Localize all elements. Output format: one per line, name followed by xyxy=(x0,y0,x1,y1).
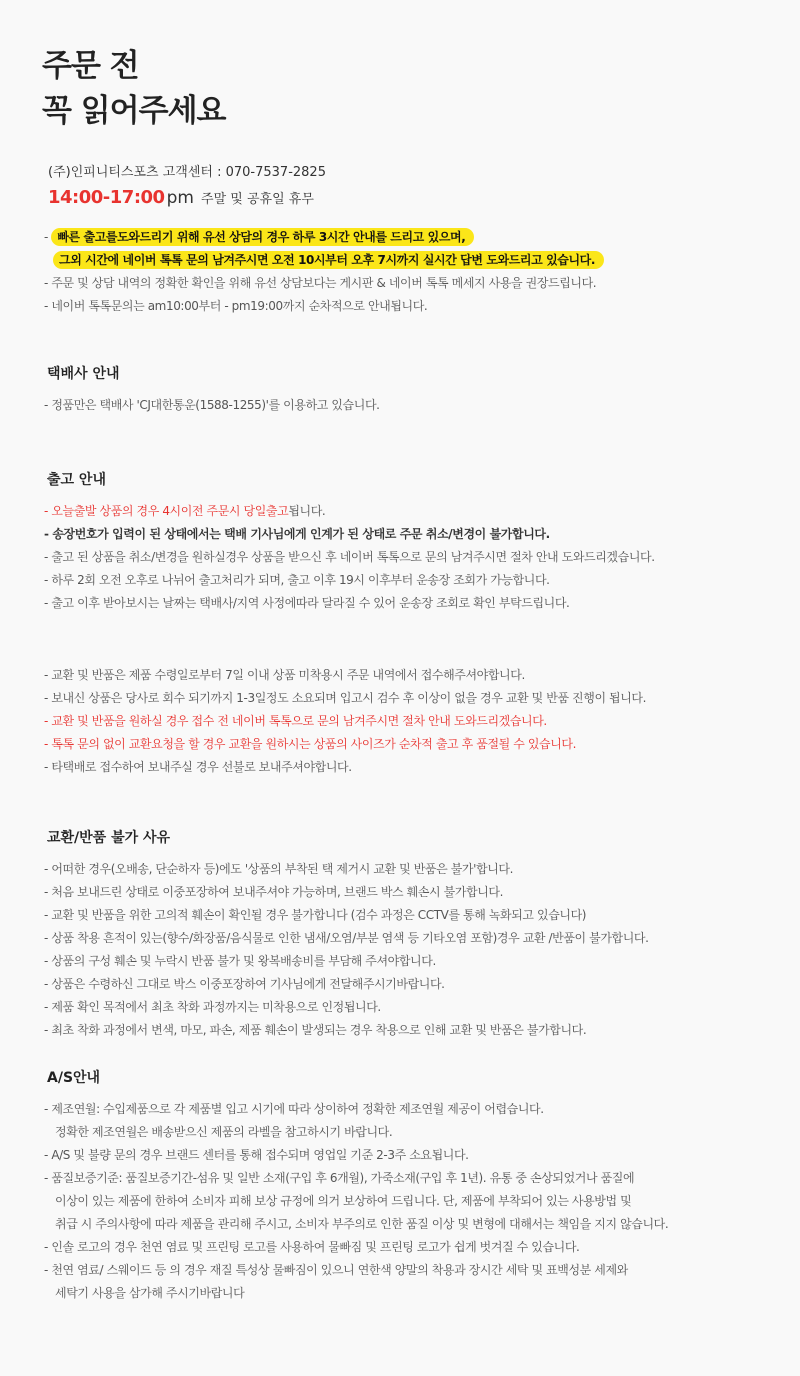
as-title: A/S안내 xyxy=(47,1070,101,1086)
shipping-line-5: - 출고 이후 받아보시는 날짜는 택배사/지역 사정에따라 달라질 수 있어 운송장 조회로 확인 부탁드립니다. xyxy=(44,596,570,610)
intro-line-4: - 네이버 톡톡문의는 am10:00부터 - pm19:00까지 순차적으로 안내됩니다. xyxy=(44,299,428,313)
page-title-line-2: 꼭 읽어주세요 xyxy=(42,93,226,129)
no-return-line-1: - 어떠한 경우(오배송, 단순하자 등)에도 '상품의 부착된 택 제거시 교환 및 반품은 불가'합니다. xyxy=(44,862,514,876)
as-line-3: - A/S 및 불량 문의 경우 브랜드 센터를 통해 접수되며 영업일 기준 2-3주 소요됩니다. xyxy=(44,1148,469,1162)
no-return-section xyxy=(44,828,774,1042)
as-line-6: 취급 시 주의사항에 따라 제품을 관리해 주시고, 소비자 부주의로 인한 품질 이상 및 변형에 대해서는 책임을 지지 않습니다. xyxy=(55,1217,669,1231)
exchange-line-4: - 톡톡 문의 없이 교환요청을 할 경우 교환을 원하시는 상품의 사이즈가 순차적 출고 후 품절될 수 있습니다. xyxy=(44,737,577,751)
intro-section xyxy=(44,226,774,318)
no-return-line-8: - 최초 착화 과정에서 변색, 마모, 파손, 제품 훼손이 발생되는 경우 착용으로 인해 교환 및 반품은 불가합니다. xyxy=(44,1023,587,1037)
no-return-line-5: - 상품의 구성 훼손 및 누락시 반품 불가 및 왕복배송비를 부담해 주셔야합니다. xyxy=(44,954,436,968)
as-line-7: - 인솔 로고의 경우 천연 염료 및 프린팅 로고를 사용하여 물빠짐 및 프린팅 로고가 쉽게 벗겨질 수 있습니다. xyxy=(44,1240,580,1254)
no-return-line-4: - 상품 착용 흔적이 있는(향수/화장품/음식물로 인한 냄새/오염/부분 염색 등 기타오염 포함)경우 교환 /반품이 불가합니다. xyxy=(44,931,649,945)
shipping-line-3: - 출고 된 상품을 취소/변경을 원하실경우 상품을 받으신 후 네이버 톡톡으로 문의 남겨주시면 절차 안내 도와드리겠습니다. xyxy=(44,550,655,564)
as-section xyxy=(44,1068,774,1305)
contact-block xyxy=(48,164,326,212)
as-line-8: - 천연 염료/ 스웨이드 등 의 경우 재질 특성상 물빠짐이 있으니 연한색 양말의 착용과 장시간 세탁 및 표백성분 세제와 xyxy=(44,1263,628,1277)
intro-highlight-line-2 xyxy=(44,249,774,272)
highlight-text-2: 그외 시간에 네이버 톡톡 문의 남겨주시면 오전 10시부터 오후 7시까지 실시간 답변 도와드리고 있습니다. xyxy=(53,251,604,269)
exchange-line-1: - 교환 및 반품은 제품 수령일로부터 7일 이내 상품 미착용시 주문 내역에서 접수해주셔야합니다. xyxy=(44,668,525,682)
page-title xyxy=(42,44,225,134)
business-hours-time: 14:00-17:00 xyxy=(48,187,165,208)
business-hours-suffix: pm xyxy=(166,188,194,208)
shipping-line-4: - 하루 2회 오전 오후로 나뉘어 출고처리가 되며, 출고 이후 19시 이후부터 운송장 조회가 가능합니다. xyxy=(44,573,550,587)
business-hours xyxy=(48,186,326,212)
as-line-4: - 품질보증기준: 품질보증기간-섬유 및 일반 소재(구입 후 6개월), 가죽소재(구입 후 1년). 유통 중 손상되었거나 품질에 xyxy=(44,1171,635,1185)
exchange-line-3: - 교환 및 반품을 원하실 경우 접수 전 네이버 톡톡으로 문의 남겨주시면 절차 안내 도와드리겠습니다. xyxy=(44,714,547,728)
courier-line-1: - 정품만은 택배사 'CJ대한통운(1588-1255)'를 이용하고 있습니다. xyxy=(44,398,380,412)
shipping-title: 출고 안내 xyxy=(47,472,106,488)
exchange-section xyxy=(44,664,774,779)
customer-center-phone: (주)인피니티스포츠 고객센터 : 070-7537-2825 xyxy=(48,165,326,180)
exchange-line-2: - 보내신 상품은 당사로 회수 되기까지 1-3일정도 소요되며 입고시 검수 후 이상이 없을 경우 교환 및 반품 진행이 됩니다. xyxy=(44,691,647,705)
intro-highlight-line-1 xyxy=(44,226,774,249)
intro-dash: - xyxy=(44,230,48,244)
page-title-line-1: 주문 전 xyxy=(42,48,139,84)
no-return-line-7: - 제품 확인 목적에서 최초 착화 과정까지는 미착용으로 인정됩니다. xyxy=(44,1000,381,1014)
as-line-9: 세탁기 사용을 삼가해 주시기바랍니다 xyxy=(55,1286,245,1300)
as-line-1: - 제조연월: 수입제품으로 각 제품별 입고 시기에 따라 상이하여 정확한 제조연월 제공이 어렵습니다. xyxy=(44,1102,544,1116)
no-return-line-3: - 교환 및 반품을 위한 고의적 훼손이 확인될 경우 불가합니다 (검수 과정은 CCTV를 통해 녹화되고 있습니다) xyxy=(44,908,587,922)
exchange-line-5: - 타택배로 접수하여 보내주실 경우 선불로 보내주셔야합니다. xyxy=(44,760,352,774)
as-line-2: 정확한 제조연월은 배송받으신 제품의 라벨을 참고하시기 바랍니다. xyxy=(55,1125,393,1139)
intro-line-3: - 주문 및 상담 내역의 정확한 확인을 위해 유선 상담보다는 게시판 & 네이버 톡톡 메세지 사용을 권장드립니다. xyxy=(44,276,597,290)
no-return-line-6: - 상품은 수령하신 그대로 박스 이중포장하여 기사님에게 전달해주시기바랍니다. xyxy=(44,977,445,991)
same-day-shipping-text: - 오늘출발 상품의 경우 4시이전 주문시 당일출고 xyxy=(44,504,289,518)
courier-section xyxy=(44,364,774,417)
as-line-5: 이상이 있는 제품에 한하여 소비자 피해 보상 규정에 의거 보상하여 드립니다. 단, 제품에 부착되어 있는 사용방법 및 xyxy=(55,1194,632,1208)
holiday-note: 주말 및 공휴일 휴무 xyxy=(201,192,314,207)
shipping-line-2: - 송장번호가 입력이 된 상태에서는 택배 기사님에게 인계가 된 상태로 주문 취소/변경이 불가합니다. xyxy=(44,527,550,541)
shipping-section xyxy=(44,470,774,615)
highlight-text-1: 빠른 출고를도와드리기 위해 유선 상담의 경우 하루 3시간 안내를 드리고 있으며, xyxy=(51,228,474,246)
shipping-line-1 xyxy=(44,500,774,523)
no-return-line-2: - 처음 보내드린 상태로 이중포장하여 보내주셔야 가능하며, 브랜드 박스 훼손시 불가합니다. xyxy=(44,885,504,899)
courier-title: 택배사 안내 xyxy=(47,366,120,382)
no-return-title: 교환/반품 불가 사유 xyxy=(47,830,171,846)
shipping-line-1-tail: 됩니다. xyxy=(288,504,326,518)
